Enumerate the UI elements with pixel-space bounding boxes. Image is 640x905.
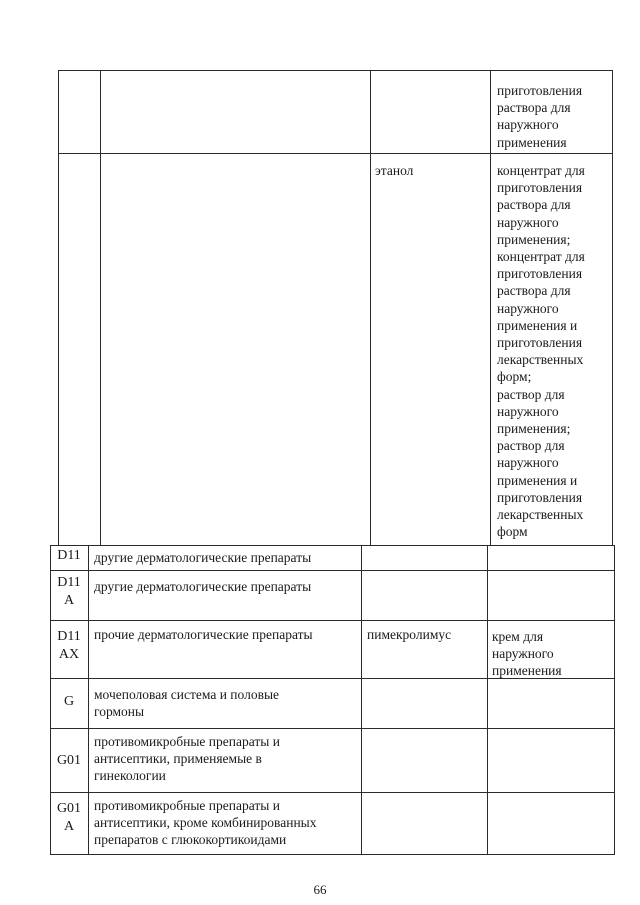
atc-code-cell: D11 xyxy=(57,548,81,563)
table-rule xyxy=(50,728,615,729)
table-rule xyxy=(50,792,615,793)
substance-cell: пимекролимус xyxy=(367,627,452,642)
atc-code-cell: D11 A xyxy=(57,575,81,608)
table-rule xyxy=(361,545,362,855)
table-rule xyxy=(50,620,615,621)
table-rule xyxy=(58,70,613,71)
table-rule xyxy=(58,70,59,546)
dosage-form-cell: концентрат для приготовления раствора для наружного применения; концентрат для приготовления раствора для наружного применения и приготовления лекарственных форм; раствор для наружного применения; раствор для наружного применения и приготовления лекарственных форм xyxy=(497,163,585,540)
atc-code-cell: G01 xyxy=(56,753,82,768)
group-name-cell: другие дерматологические препараты xyxy=(94,579,312,594)
table-rule xyxy=(50,570,615,571)
table-rule xyxy=(50,545,615,546)
table-rule xyxy=(612,70,613,546)
page-number: 66 xyxy=(313,882,327,897)
table-rule xyxy=(58,153,613,154)
group-name-cell: противомикробные препараты и антисептики, применяемые в гинекологии xyxy=(94,734,280,784)
substance-cell: этанол xyxy=(375,163,414,178)
table-rule xyxy=(370,70,371,546)
dosage-form-cell: крем для наружного применения xyxy=(492,629,562,679)
atc-code-cell: G01 A xyxy=(56,801,82,834)
table-rule xyxy=(50,854,615,855)
group-name-cell: противомикробные препараты и антисептики, кроме комбинированных препаратов с глюкокортикоидами xyxy=(94,798,317,848)
group-name-cell: прочие дерматологические препараты xyxy=(94,627,313,642)
table-rule xyxy=(88,545,89,855)
dosage-form-cell: приготовления раствора для наружного применения xyxy=(497,83,583,150)
atc-code-cell: D11 AX xyxy=(57,629,81,662)
table-rule xyxy=(490,70,491,546)
group-name-cell: мочеполовая система и половые гормоны xyxy=(94,687,280,720)
group-name-cell: другие дерматологические препараты xyxy=(94,550,312,565)
atc-code-cell: G xyxy=(63,694,75,709)
table-rule xyxy=(487,545,488,855)
table-rule xyxy=(100,70,101,546)
table-rule xyxy=(614,545,615,855)
